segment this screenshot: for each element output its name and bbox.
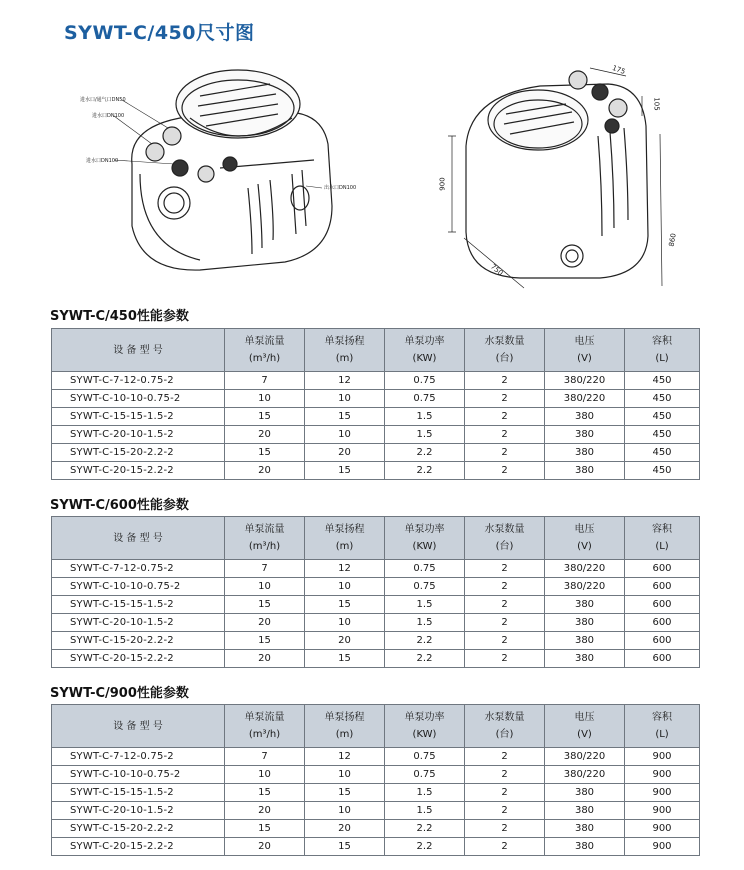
cell-model: SYWT-C-20-10-1.5-2 (52, 614, 225, 632)
cell-volume: 900 (625, 838, 700, 856)
cell-volume: 450 (625, 462, 700, 480)
cell-flow: 10 (225, 390, 305, 408)
spec-table-600 (51, 516, 700, 668)
cell-head: 15 (305, 596, 385, 614)
cell-head: 10 (305, 802, 385, 820)
table-row (52, 614, 700, 632)
header-voltage: 电压 (V) (545, 705, 625, 748)
table-row (52, 766, 700, 784)
cell-voltage: 380/220 (545, 766, 625, 784)
header-volume: 容积 (L) (625, 705, 700, 748)
cell-pumps: 2 (465, 372, 545, 390)
cell-pumps: 2 (465, 462, 545, 480)
header-head: 单泵扬程 (m) (305, 517, 385, 560)
cell-pumps: 2 (465, 802, 545, 820)
header-pumps: 水泵数量 (台) (465, 705, 545, 748)
cell-pumps: 2 (465, 766, 545, 784)
cell-flow: 10 (225, 766, 305, 784)
header-pumps: 水泵数量 (台) (465, 517, 545, 560)
table-header-row (52, 517, 700, 560)
cell-voltage: 380 (545, 444, 625, 462)
cell-volume: 900 (625, 820, 700, 838)
table-row (52, 578, 700, 596)
cell-voltage: 380/220 (545, 748, 625, 766)
tank-drawing-dimensioned (430, 56, 670, 296)
cell-volume: 600 (625, 650, 700, 668)
header-flow: 单泵流量 (m³/h) (225, 705, 305, 748)
cell-model: SYWT-C-20-10-1.5-2 (52, 802, 225, 820)
table-row (52, 372, 700, 390)
header-power: 单泵功率 (KW) (385, 517, 465, 560)
section-title-600: SYWT-C/600性能参数 (50, 498, 189, 513)
header-power: 单泵功率 (KW) (385, 329, 465, 372)
table-row (52, 560, 700, 578)
cell-flow: 15 (225, 408, 305, 426)
cell-pumps: 2 (465, 578, 545, 596)
table-row (52, 802, 700, 820)
cell-flow: 20 (225, 426, 305, 444)
cell-voltage: 380 (545, 462, 625, 480)
cell-flow: 10 (225, 578, 305, 596)
dim-860: 860 (667, 232, 678, 248)
cell-power: 1.5 (385, 802, 465, 820)
header-head: 单泵扬程 (m) (305, 705, 385, 748)
cell-flow: 15 (225, 784, 305, 802)
cell-voltage: 380 (545, 426, 625, 444)
cell-volume: 450 (625, 408, 700, 426)
cell-model: SYWT-C-15-15-1.5-2 (52, 408, 225, 426)
cell-power: 0.75 (385, 372, 465, 390)
cell-head: 12 (305, 748, 385, 766)
cell-head: 20 (305, 820, 385, 838)
header-volume: 容积 (L) (625, 517, 700, 560)
cell-voltage: 380 (545, 802, 625, 820)
cell-power: 0.75 (385, 560, 465, 578)
cell-model: SYWT-C-20-15-2.2-2 (52, 650, 225, 668)
table-row (52, 426, 700, 444)
cell-head: 20 (305, 632, 385, 650)
cell-model: SYWT-C-10-10-0.75-2 (52, 766, 225, 784)
cell-volume: 600 (625, 632, 700, 650)
cell-model: SYWT-C-15-20-2.2-2 (52, 820, 225, 838)
callout-vent-inlet: 进水口/通气口DN50 (80, 97, 126, 103)
cell-volume: 600 (625, 560, 700, 578)
cell-pumps: 2 (465, 650, 545, 668)
cell-voltage: 380 (545, 784, 625, 802)
cell-pumps: 2 (465, 408, 545, 426)
header-model: 设 备 型 号 (52, 517, 225, 560)
cell-volume: 450 (625, 372, 700, 390)
dim-175: 175 (611, 63, 627, 77)
cell-volume: 600 (625, 596, 700, 614)
table-row (52, 408, 700, 426)
table-row (52, 838, 700, 856)
cell-model: SYWT-C-20-15-2.2-2 (52, 838, 225, 856)
cell-flow: 20 (225, 802, 305, 820)
cell-model: SYWT-C-15-15-1.5-2 (52, 784, 225, 802)
cell-power: 0.75 (385, 748, 465, 766)
cell-flow: 20 (225, 838, 305, 856)
cell-pumps: 2 (465, 820, 545, 838)
cell-pumps: 2 (465, 560, 545, 578)
header-model: 设 备 型 号 (52, 329, 225, 372)
cell-power: 1.5 (385, 426, 465, 444)
table-row (52, 390, 700, 408)
cell-volume: 450 (625, 426, 700, 444)
cell-flow: 15 (225, 596, 305, 614)
cell-voltage: 380/220 (545, 372, 625, 390)
cell-power: 0.75 (385, 766, 465, 784)
cell-head: 15 (305, 462, 385, 480)
table-row (52, 820, 700, 838)
cell-model: SYWT-C-15-20-2.2-2 (52, 444, 225, 462)
cell-power: 2.2 (385, 838, 465, 856)
page-title: SYWT-C/450尺寸图 (64, 22, 255, 44)
cell-voltage: 380 (545, 408, 625, 426)
cell-voltage: 380/220 (545, 560, 625, 578)
cell-power: 2.2 (385, 444, 465, 462)
header-head: 单泵扬程 (m) (305, 329, 385, 372)
cell-flow: 7 (225, 748, 305, 766)
cell-head: 20 (305, 444, 385, 462)
cell-voltage: 380 (545, 596, 625, 614)
cell-head: 10 (305, 614, 385, 632)
spec-table-900 (51, 704, 700, 856)
cell-flow: 15 (225, 444, 305, 462)
cell-power: 1.5 (385, 596, 465, 614)
cell-model: SYWT-C-7-12-0.75-2 (52, 748, 225, 766)
cell-pumps: 2 (465, 748, 545, 766)
cell-pumps: 2 (465, 444, 545, 462)
cell-power: 2.2 (385, 820, 465, 838)
table-row (52, 444, 700, 462)
cell-flow: 20 (225, 650, 305, 668)
callout-outlet: 出水口DN100 (324, 185, 357, 191)
cell-head: 10 (305, 390, 385, 408)
cell-voltage: 380 (545, 614, 625, 632)
cell-voltage: 380 (545, 632, 625, 650)
cell-flow: 15 (225, 820, 305, 838)
cell-voltage: 380 (545, 820, 625, 838)
cell-voltage: 380 (545, 650, 625, 668)
table-row (52, 650, 700, 668)
header-power: 单泵功率 (KW) (385, 705, 465, 748)
cell-volume: 900 (625, 802, 700, 820)
cell-pumps: 2 (465, 426, 545, 444)
cell-model: SYWT-C-15-20-2.2-2 (52, 632, 225, 650)
cell-power: 2.2 (385, 632, 465, 650)
cell-head: 15 (305, 408, 385, 426)
header-flow: 单泵流量 (m³/h) (225, 517, 305, 560)
cell-pumps: 2 (465, 614, 545, 632)
cell-head: 15 (305, 650, 385, 668)
dim-750: 750 (488, 262, 505, 278)
cell-pumps: 2 (465, 632, 545, 650)
cell-power: 2.2 (385, 650, 465, 668)
cell-model: SYWT-C-7-12-0.75-2 (52, 372, 225, 390)
cell-pumps: 2 (465, 390, 545, 408)
cell-model: SYWT-C-10-10-0.75-2 (52, 390, 225, 408)
table-row (52, 784, 700, 802)
cell-power: 1.5 (385, 784, 465, 802)
cell-head: 10 (305, 578, 385, 596)
cell-head: 12 (305, 372, 385, 390)
cell-power: 0.75 (385, 390, 465, 408)
cell-head: 12 (305, 560, 385, 578)
cell-head: 15 (305, 784, 385, 802)
cell-power: 2.2 (385, 462, 465, 480)
table-row (52, 632, 700, 650)
cell-voltage: 380/220 (545, 390, 625, 408)
cell-flow: 20 (225, 462, 305, 480)
header-flow: 单泵流量 (m³/h) (225, 329, 305, 372)
table-header-row (52, 329, 700, 372)
cell-flow: 20 (225, 614, 305, 632)
cell-pumps: 2 (465, 838, 545, 856)
dim-105: 105 (652, 97, 661, 111)
cell-power: 1.5 (385, 408, 465, 426)
cell-volume: 600 (625, 614, 700, 632)
cell-model: SYWT-C-10-10-0.75-2 (52, 578, 225, 596)
table-header-row (52, 705, 700, 748)
cell-volume: 900 (625, 748, 700, 766)
cell-volume: 450 (625, 390, 700, 408)
cell-head: 10 (305, 426, 385, 444)
section-title-450: SYWT-C/450性能参数 (50, 309, 189, 324)
cell-model: SYWT-C-20-15-2.2-2 (52, 462, 225, 480)
table-row (52, 596, 700, 614)
cell-pumps: 2 (465, 784, 545, 802)
cell-volume: 900 (625, 784, 700, 802)
spec-table-450 (51, 328, 700, 480)
cell-voltage: 380/220 (545, 578, 625, 596)
cell-pumps: 2 (465, 596, 545, 614)
table-row (52, 462, 700, 480)
tank-drawing-labeled (70, 56, 370, 286)
cell-model: SYWT-C-20-10-1.5-2 (52, 426, 225, 444)
cell-model: SYWT-C-7-12-0.75-2 (52, 560, 225, 578)
header-voltage: 电压 (V) (545, 329, 625, 372)
callout-inlet-1: 进水口DN100 (92, 113, 125, 119)
cell-volume: 600 (625, 578, 700, 596)
cell-model: SYWT-C-15-15-1.5-2 (52, 596, 225, 614)
cell-volume: 900 (625, 766, 700, 784)
cell-flow: 7 (225, 560, 305, 578)
header-voltage: 电压 (V) (545, 517, 625, 560)
cell-volume: 450 (625, 444, 700, 462)
cell-flow: 15 (225, 632, 305, 650)
table-row (52, 748, 700, 766)
header-model: 设 备 型 号 (52, 705, 225, 748)
section-title-900: SYWT-C/900性能参数 (50, 686, 189, 701)
cell-power: 1.5 (385, 614, 465, 632)
cell-power: 0.75 (385, 578, 465, 596)
header-volume: 容积 (L) (625, 329, 700, 372)
callout-inlet-2: 进水口DN100 (86, 158, 119, 164)
cell-voltage: 380 (545, 838, 625, 856)
cell-head: 10 (305, 766, 385, 784)
cell-head: 15 (305, 838, 385, 856)
header-pumps: 水泵数量 (台) (465, 329, 545, 372)
dim-900: 900 (438, 177, 447, 191)
cell-flow: 7 (225, 372, 305, 390)
